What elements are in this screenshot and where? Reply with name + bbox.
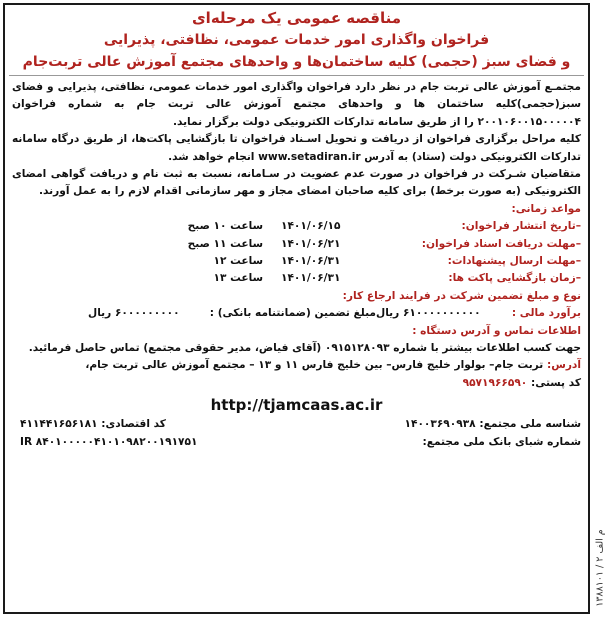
schedule-row [12,218,581,235]
contact-address-line [12,357,581,374]
notice-body [9,79,584,451]
guarantee-title: نوع و مبلغ تضمین شرکت در فرایند ارجاع کار: [342,289,581,302]
national-id-label: شناسه ملی مجتمع: [479,418,581,431]
address-label: آدرس: [546,359,581,372]
schedule-date: ۱۴۰۱/۰۶/۱۵ [281,220,341,233]
heading-divider [9,75,584,76]
national-id-value: ۱۴۰۰۳۶۹۰۹۳۸ [404,418,476,431]
notice-frame [3,3,590,614]
schedule-time: ساعت ۱۳ [213,272,263,285]
sheba-label: شماره شبای بانک ملی مجتمع: [422,435,581,448]
economic-code-label: کد اقتصادی: [101,418,166,431]
registration-paragraph: متقاضیان شـرکت در فراخوان در صورت عدم عضویت در سـامانه، نسبت به ثبت نام و دریافت گواهی امضای الکترونیکی (به صورت برخط) برای کلیه صاحبان امضای مجاز و مهر سازمانی اقدام لازم را به عمل آورند. [12,168,581,198]
heading-line-1: مناقصه عمومی یک مرحله‌ای [191,9,402,27]
schedule-date: ۱۴۰۱/۰۶/۳۱ [281,255,341,268]
notice-content [9,8,584,609]
ids-row-2 [12,434,581,451]
schedule-row [12,236,581,253]
sheba-value: IR ۸۴۰۱۰۰۰۰۰۴۱۰۱۰۹۸۲۰۰۱۹۱۷۵۱ [20,435,198,448]
schedule-label: –زمان بازگشایی پاکت ها: [448,272,581,285]
guarantee-amount-label: مبلغ تضمین (ضمانتنامه بانکی) : [209,307,376,320]
postal-code: ۹۵۷۱۹۶۶۵۹۰ [462,376,528,389]
schedule-time: ساعت ۱۱ صبح [187,237,263,250]
schedule-time: ساعت ۱۲ [213,255,263,268]
national-id-line [281,416,581,433]
schedule-row [12,253,581,270]
schedule-row [12,270,581,287]
intro-paragraph: مجتمـع آموزش عالی تربت جام در نظر دارد فراخوان واگذاری امور خدمات عمومی، نظافتی، پذیرایی و فضای سبز(حجمی)کلیه ساختمان ها و واحدهای مجتمع آموزش عالی تربت جام به شماره فراخوان ۲۰۰۱۰۶۰۰۱۵۰۰۰۰۰۴ را از طریق سامانه تدارکات الکترونیکی دولت برگزار نماید. [12,81,581,128]
side-reference-code [593,525,607,610]
schedule-date: ۱۴۰۱/۰۶/۳۱ [281,272,341,285]
website-link[interactable]: http://tjamcaas.ac.ir [210,396,383,415]
postal-label: کد پستی: [530,376,581,389]
schedule-title: مواعد زمانی: [511,202,581,215]
schedule-table [12,218,581,288]
guarantee-row [12,305,581,322]
schedule-label: –مهلت ارسال پیشنهادات: [447,255,581,268]
procedure-paragraph: کلیه مراحل برگزاری فراخوان از دریافت و تحویل اسـناد فراخوان تا بازگشایی پاکت‌ها، از طریق درگاه سامانه تدارکات الکترونیکی دولت (ستاد) به آدرس www.setadiran.ir انجام خواهد شد. [12,133,581,163]
heading-line-2: فراخوان واگذاری امور خدمات عمومی، نظافتی، پذیرایی [103,32,490,48]
schedule-label: –مهلت دریافت اسناد فراخوان: [421,237,581,250]
schedule-date: ۱۴۰۱/۰۶/۲۱ [281,237,341,250]
contact-title: اطلاعات تماس و آدرس دستگاه : [412,324,581,337]
postal-line [12,375,581,392]
address-value: تربت جام– بولوار خلیج فارس– بین خلیج فارس ۱۱ و ۱۳ – مجتمع آموزش عالی تربت جام، [85,359,544,372]
estimate-value: ۶۱۰۰۰۰۰۰۰۰۰۰ ریال [376,307,481,320]
guarantee-amount-value: ۶۰۰۰۰۰۰۰۰۰ ریال [88,307,180,320]
economic-code-value: ۴۱۱۴۴۱۶۵۶۱۸۱ [20,418,98,431]
side-code-text: ۱۳۸۸۱۰۱ / ۲ م الف [594,528,606,607]
ids-row-1 [12,416,581,433]
notice-heading [9,8,584,73]
estimate-label: برآورد مالی : [511,307,581,320]
heading-line-3: و فضای سبز (حجمی) کلیه ساختمان‌ها و واحدهای مجتمع آموزش عالی تربت‌جام [22,54,571,70]
schedule-time: ساعت ۱۰ صبح [187,220,263,233]
schedule-label: –تاریخ انتشار فراخوان: [461,220,581,233]
contact-phone: جهت کسب اطلاعات بیشتر با شماره ۰۹۱۵۱۲۸۰۹۳ (آقای فیاض، مدیر حقوقی مجتمع) تماس حاصل فرمائید. [28,342,581,355]
economic-code-line [12,416,281,433]
